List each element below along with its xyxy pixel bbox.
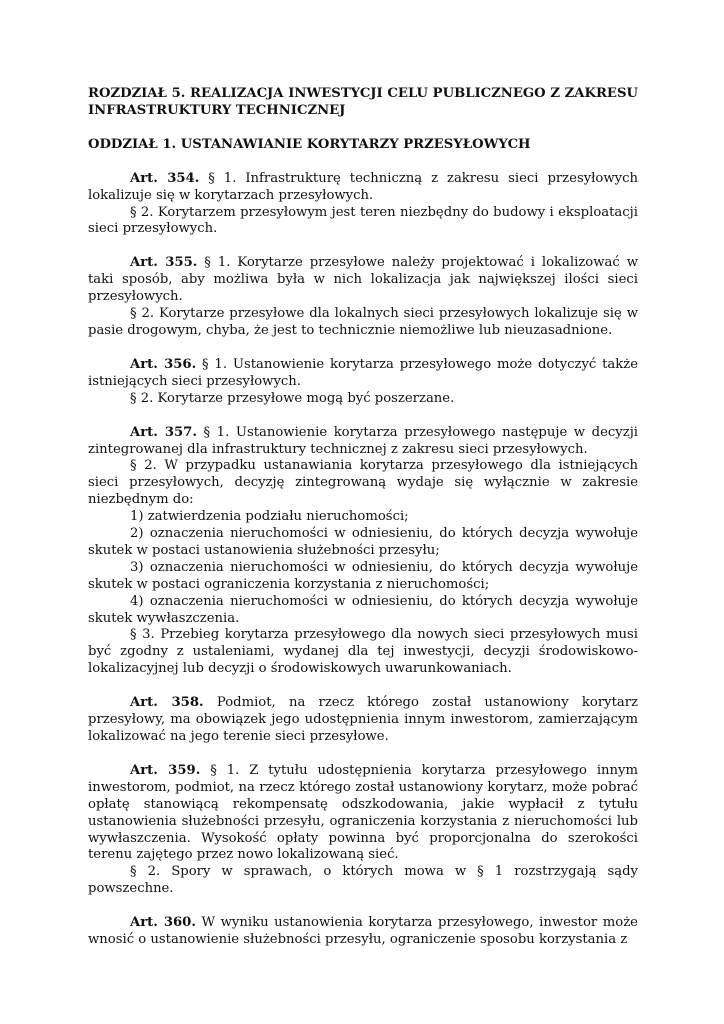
- list-item: 4) oznaczenia nieruchomości w odniesieniu, do których decyzja wywołuje skutek wywłaszczenia.: [88, 593, 638, 626]
- article-number: Art. 355.: [130, 255, 198, 271]
- article-360: [88, 915, 638, 949]
- paragraph-text: W wyniku ustanowienia korytarza przesyłowego, inwestor może wnosić o ustanowienie służebności przesyłu, ograniczenie sposobu korzystania z: [88, 915, 638, 948]
- article-number: Art. 358.: [130, 695, 204, 711]
- paragraph-text: § 1. Korytarze przesyłowe należy projektować i lokalizować w taki sposób, aby możliwa była w nich lokalizacja jak największej ilości sieci przesyłowych.: [88, 255, 638, 305]
- article-358: [88, 695, 638, 746]
- article-357: [88, 425, 638, 679]
- list-item: 3) oznaczenia nieruchomości w odniesieniu, do których decyzja wywołuje skutek w postaci ograniczenia korzystania z nieruchomości;: [88, 559, 638, 592]
- article-354: [88, 171, 638, 239]
- paragraph-text: § 1. Ustanowienie korytarza przesyłowego następuje w decyzji zintegrowanej dla infrastruktury technicznej z zakresu sieci przesyłowych.: [88, 424, 638, 457]
- chapter-heading: ROZDZIAŁ 5. REALIZACJA INWESTYCJI CELU PUBLICZNEGO Z ZAKRESU INFRASTRUKTURY TECHNICZNEJ: [88, 86, 638, 118]
- paragraph-text: § 2. Spory w sprawach, o których mowa w § 1 rozstrzygają sądy powszechne.: [88, 864, 638, 897]
- list-item: 2) oznaczenia nieruchomości w odniesieniu, do których decyzja wywołuje skutek w postaci ustanowienia służebności przesyłu;: [88, 526, 638, 558]
- paragraph-text: Podmiot, na rzecz którego został ustanowiony korytarz przesyłowy, ma obowiązek jego udostępnienia innym inwestorom, zamierzającym lokalizować na jego terenie sieci przesyłowe.: [88, 695, 639, 744]
- article-356: [88, 357, 638, 408]
- paragraph-text: § 1. Z tytułu udostępnienia korytarza przesyłowego innym inwestorom, podmiot, na rzecz którego został ustanowiony korytarz, może pobrać opłatę stanowiącą rekompensatę odszkodowania, jakie wypłacił z tytułu ustanowienia służebności przesyłu, ograniczenia korzystania z nieruchomości lub wywłaszczenia. Wysokość opłaty powinna być proporcjonalna do szerokości terenu zajętego przez nowo lokalizowaną sieć.: [88, 762, 638, 863]
- article-number: Art. 356.: [130, 356, 197, 372]
- article-number: Art. 360.: [130, 915, 196, 931]
- article-number: Art. 354.: [130, 170, 200, 186]
- list-item: 1) zatwierdzenia podziału nieruchomości;: [130, 509, 409, 525]
- paragraph-text: § 2. Korytarze przesyłowe dla lokalnych sieci przesyłowych lokalizuje się w pasie drogowym, chyba, że jest to technicznie niemożliwe lub nieuzasadnione.: [88, 306, 638, 338]
- paragraph-text: § 2. Korytarze przesyłowe mogą być poszerzane.: [130, 390, 455, 406]
- section-heading: ODDZIAŁ 1. USTANAWIANIE KORYTARZY PRZESYŁOWYCH: [88, 136, 531, 152]
- article-359: [88, 763, 638, 898]
- paragraph-text: § 1. Ustanowienie korytarza przesyłowego może dotyczyć także istniejących sieci przesyłowych.: [88, 356, 638, 389]
- article-355: [88, 255, 638, 340]
- paragraph-text: § 1. Infrastrukturę techniczną z zakresu sieci przesyłowych lokalizuje się w korytarzach przesyłowych.: [88, 170, 638, 203]
- article-number: Art. 357.: [130, 424, 197, 440]
- article-number: Art. 359.: [130, 762, 201, 778]
- document-page: [88, 86, 638, 966]
- paragraph-text: § 2. Korytarzem przesyłowym jest teren niezbędny do budowy i eksploatacji sieci przesyłowych.: [88, 204, 638, 237]
- paragraph-text: § 3. Przebieg korytarza przesyłowego dla nowych sieci przesyłowych musi być zgodny z ustaleniami, wydanej dla tej inwestycji, decyzji środowiskowo-lokalizacyjnej lub decyzji o środowiskowych uwarunkowaniach.: [88, 627, 638, 677]
- paragraph-text: § 2. W przypadku ustanawiania korytarza przesyłowego dla istniejących sieci przesyłowych, decyzję zintegrowaną wydaje się wyłącznie w zakresie niezbędnym do:: [88, 458, 638, 508]
